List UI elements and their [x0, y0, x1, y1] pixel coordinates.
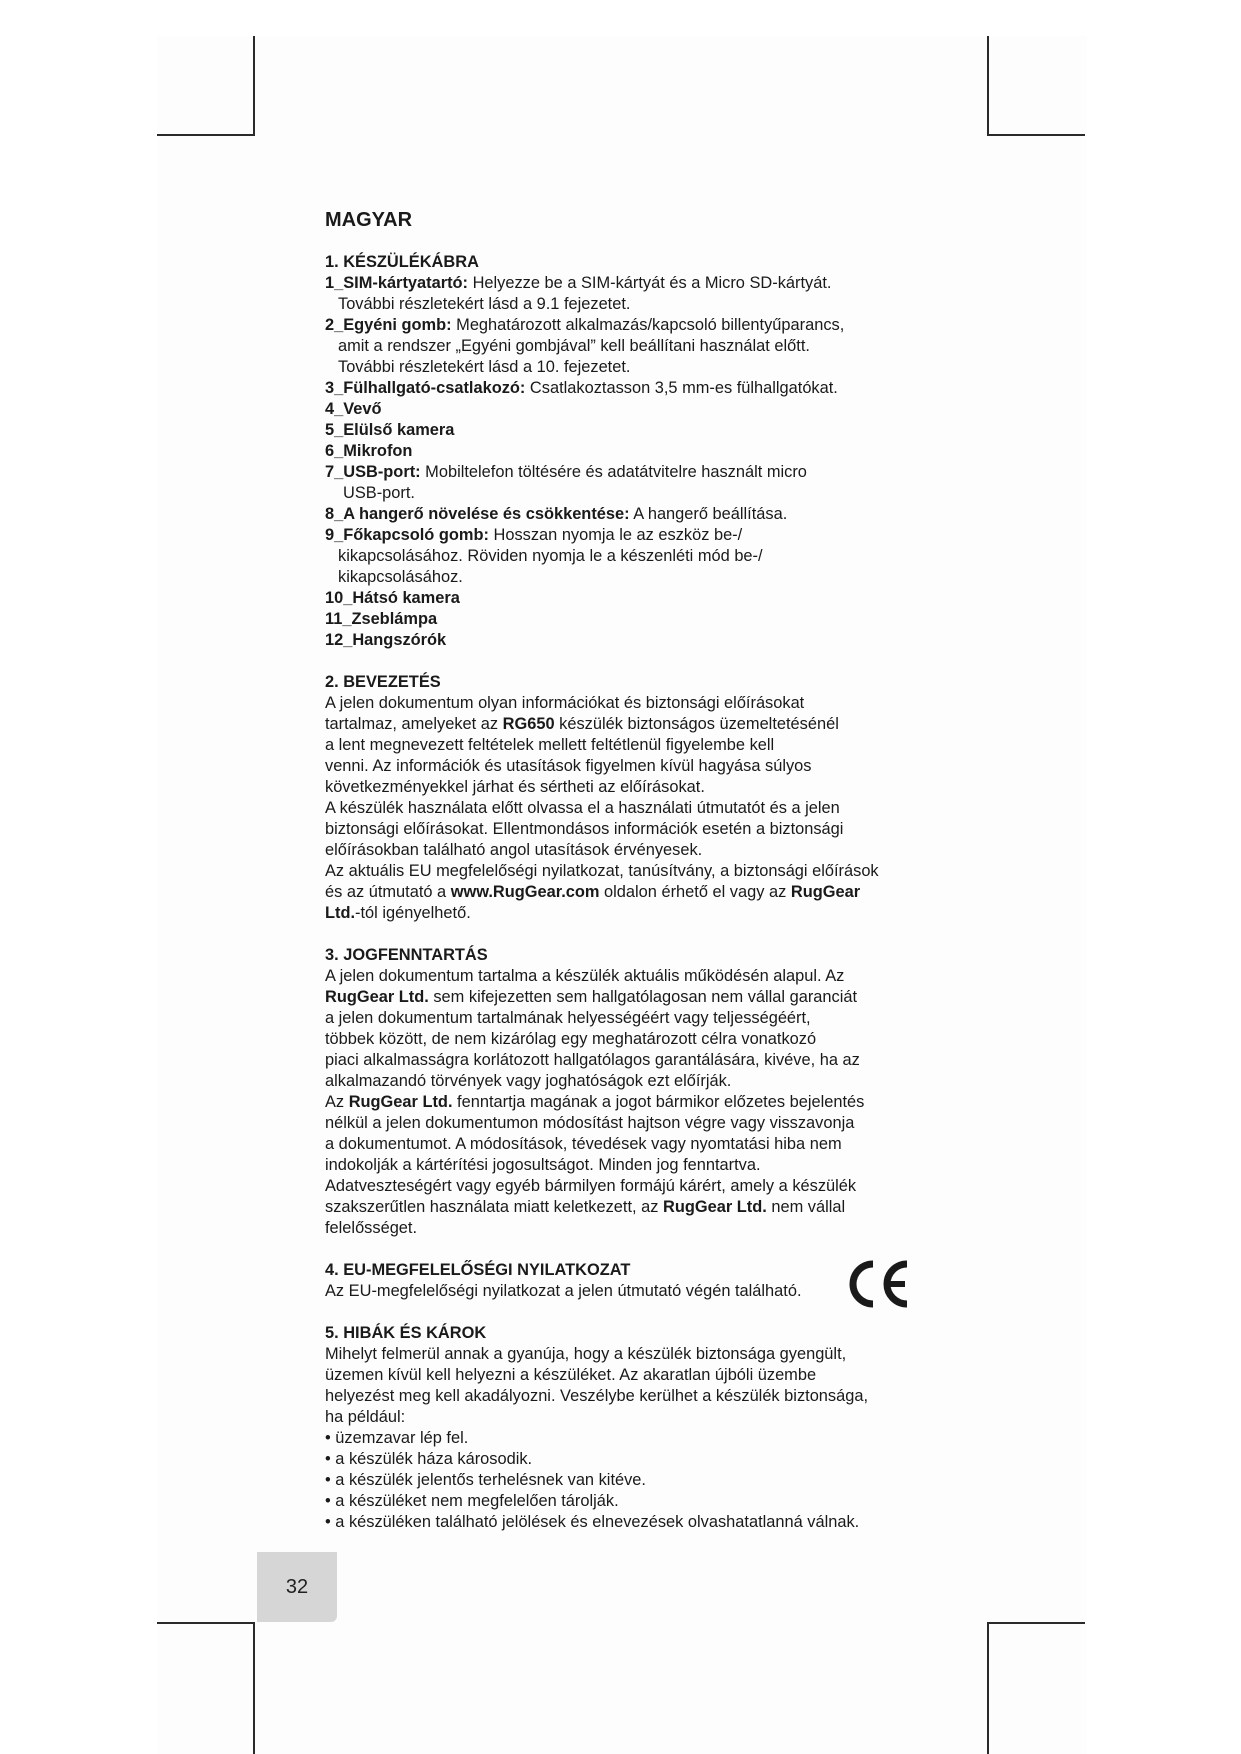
company-name: RugGear Ltd. — [348, 1093, 453, 1111]
device-part-label: 9_Főkapcsoló gomb: — [325, 526, 489, 544]
device-part-item — [325, 609, 915, 630]
device-part-label: 8_A hangerő növelése és csökkentése: — [325, 505, 630, 523]
device-parts-list — [325, 273, 915, 651]
paragraph-line: nélkül a jelen dokumentumon módosítást hajtson végre vagy visszavonja — [325, 1114, 855, 1132]
device-part-label: 2_Egyéni gomb: — [325, 316, 452, 334]
language-heading: MAGYAR — [325, 209, 413, 231]
bullet-item: • a készüléken található jelölések és elnevezések olvashatatlanná válnak. — [325, 1513, 860, 1531]
device-part-description: Hosszan nyomja le az eszköz be-/ — [488, 526, 743, 544]
section-title-introduction: 2. BEVEZETÉS — [325, 673, 441, 691]
device-part-label: 3_Fülhallgató-csatlakozó: — [325, 379, 526, 397]
paragraph-line: indokolják a kártérítési jogosultságot. Minden jog fenntartva. — [325, 1156, 761, 1174]
device-part-item — [325, 441, 915, 462]
paragraph-line: ha például: — [325, 1408, 406, 1426]
company-name: RugGear — [790, 883, 861, 901]
bullet-item: • üzemzavar lép fel. — [325, 1429, 469, 1447]
bullet-item: • a készüléket nem megfelelően tárolják. — [325, 1492, 619, 1510]
paragraph-line: Adatveszteségért vagy egyéb bármilyen formájú kárért, amely a készülék — [325, 1177, 857, 1195]
device-part-description: Meghatározott alkalmazás/kapcsoló billentyűparancs, — [451, 316, 845, 334]
bullet-item: • a készülék háza károsodik. — [325, 1450, 533, 1468]
paragraph-line: előírásokban található angol utasítások érvényesek. — [325, 841, 703, 859]
ce-mark-icon — [843, 1258, 913, 1310]
device-part-label: 11_Zseblámpa — [325, 610, 438, 628]
device-part-label: 6_Mikrofon — [325, 442, 413, 460]
device-part-item — [325, 315, 915, 336]
paragraph-line: a dokumentumot. A módosítások, tévedések vagy nyomtatási hiba nem — [325, 1135, 842, 1153]
section-title-device-diagram: 1. KÉSZÜLÉKÁBRA — [325, 253, 479, 271]
crop-mark-top-right-vertical — [987, 36, 989, 136]
device-part-item — [325, 504, 915, 525]
paragraph-line: többek között, de nem kizárólag egy meghatározott célra vonatkozó — [325, 1030, 817, 1048]
paragraph-line: A jelen dokumentum tartalma a készülék aktuális működésén alapul. Az — [325, 967, 845, 985]
paragraph-line: helyezést meg kell akadályozni. Veszélybe kerülhet a készülék biztonsága, — [325, 1387, 869, 1405]
paragraph-line: üzemen kívül kell helyezni a készüléket. Az akaratlan újbóli üzembe — [325, 1366, 817, 1384]
device-part-label: 12_Hangszórók — [325, 631, 447, 649]
device-part-description-continued: kikapcsolásához. Röviden nyomja le a készenléti mód be-/ — [338, 547, 763, 565]
paragraph-line: Ltd.-tól igényelhető. — [325, 904, 471, 922]
device-part-description: A hangerő beállítása. — [629, 505, 788, 523]
page-number: 32 — [257, 1552, 337, 1622]
paragraph-line: alkalmazandó törvények vagy joghatóságok ezt előírják. — [325, 1072, 732, 1090]
company-name: RugGear Ltd. — [325, 988, 429, 1006]
paragraph-line: A jelen dokumentum olyan információkat és biztonsági előírásokat — [325, 694, 805, 712]
paragraph-line: szakszerűtlen használata miatt keletkezett, az RugGear Ltd. nem vállal — [325, 1198, 846, 1216]
crop-mark-bottom-right-horizontal — [987, 1622, 1085, 1624]
paragraph-line: Az EU-megfelelőségi nyilatkozat a jelen útmutató végén található. — [325, 1282, 802, 1300]
section-title-faults-damages: 5. HIBÁK ÉS KÁROK — [325, 1324, 487, 1342]
paragraph-line: piaci alkalmasságra korlátozott hallgatólagos garantálására, kivéve, ha az — [325, 1051, 860, 1069]
crop-mark-bottom-right-vertical — [987, 1622, 989, 1754]
device-part-item — [325, 525, 915, 546]
fault-bullet-list — [325, 1428, 915, 1533]
device-part-description: Mobiltelefon töltésére és adatátvitelre használt micro — [420, 463, 807, 481]
paragraph-line: tartalmaz, amelyeket az RG650 készülék biztonságos üzemeltetésénél — [325, 715, 839, 733]
paragraph-line: Az RugGear Ltd. fenntartja magának a jogot bármikor előzetes bejelentés — [325, 1093, 865, 1111]
company-name: Ltd. — [325, 904, 356, 922]
paragraph-line: a lent megnevezett feltételek mellett feltétlenül figyelembe kell — [325, 736, 775, 754]
device-part-description-continued: További részletekért lásd a 9.1 fejezetet. — [338, 295, 631, 313]
model-name: RG650 — [502, 715, 555, 733]
device-part-description-continued: kikapcsolásához. — [338, 568, 463, 586]
device-part-item — [325, 420, 915, 441]
paragraph-line: Az aktuális EU megfelelőségi nyilatkozat, tanúsítvány, a biztonsági előírások — [325, 862, 879, 880]
crop-mark-top-left-vertical — [253, 36, 255, 136]
device-part-description: Helyezze be a SIM-kártyát és a Micro SD-kártyát. — [468, 274, 832, 292]
website-link[interactable]: www.RugGear.com — [450, 883, 600, 901]
section-title-eu-declaration: 4. EU-MEGFELELŐSÉGI NYILATKOZAT — [325, 1261, 631, 1279]
crop-mark-top-right-horizontal — [987, 134, 1085, 136]
paragraph-line: RugGear Ltd. sem kifejezetten sem hallgatólagosan nem vállal garanciát — [325, 988, 858, 1006]
bullet-item: • a készülék jelentős terhelésnek van kitéve. — [325, 1471, 646, 1489]
device-part-label: 7_USB-port: — [325, 463, 421, 481]
crop-mark-bottom-left-horizontal — [157, 1622, 255, 1624]
paragraph-line: a jelen dokumentum tartalmának helyességéért vagy teljességéért, — [325, 1009, 811, 1027]
device-part-description-continued: További részletekért lásd a 10. fejezetet. — [338, 358, 631, 376]
device-part-item — [325, 273, 915, 294]
paragraph-line: Mihelyt felmerül annak a gyanúja, hogy a készülék biztonsága gyengült, — [325, 1345, 847, 1363]
document-body — [325, 210, 915, 1533]
paragraph-line: A készülék használata előtt olvassa el a használati útmutatót és a jelen — [325, 799, 840, 817]
device-part-description-continued: USB-port. — [343, 484, 415, 502]
device-part-item — [325, 399, 915, 420]
device-part-item — [325, 378, 915, 399]
paragraph-line: biztonsági előírásokat. Ellentmondásos információk esetén a biztonsági — [325, 820, 844, 838]
device-part-description-continued: amit a rendszer „Egyéni gombjával” kell beállítani használat előtt. — [338, 337, 810, 355]
paragraph-line: venni. Az információk és utasítások figyelmen kívül hagyása súlyos — [325, 757, 812, 775]
device-part-label: 10_Hátsó kamera — [325, 589, 460, 607]
section-title-copyright: 3. JOGFENNTARTÁS — [325, 946, 488, 964]
device-part-item — [325, 462, 915, 483]
company-name: RugGear Ltd. — [663, 1198, 767, 1216]
device-part-label: 4_Vevő — [325, 400, 382, 418]
device-part-label: 1_SIM-kártyatartó: — [325, 274, 469, 292]
device-part-description: Csatlakoztasson 3,5 mm-es fülhallgatókat. — [525, 379, 838, 397]
paragraph-line: következményekkel járhat és sértheti az előírásokat. — [325, 778, 705, 796]
device-part-label: 5_Elülső kamera — [325, 421, 455, 439]
device-part-item — [325, 588, 915, 609]
paragraph-line: és az útmutató a www.RugGear.com oldalon érhető el vagy az RugGear — [325, 883, 861, 901]
crop-mark-top-left-horizontal — [157, 134, 255, 136]
paragraph-line: felelősséget. — [325, 1219, 418, 1237]
device-part-item — [325, 630, 915, 651]
crop-mark-bottom-left-vertical — [253, 1622, 255, 1754]
